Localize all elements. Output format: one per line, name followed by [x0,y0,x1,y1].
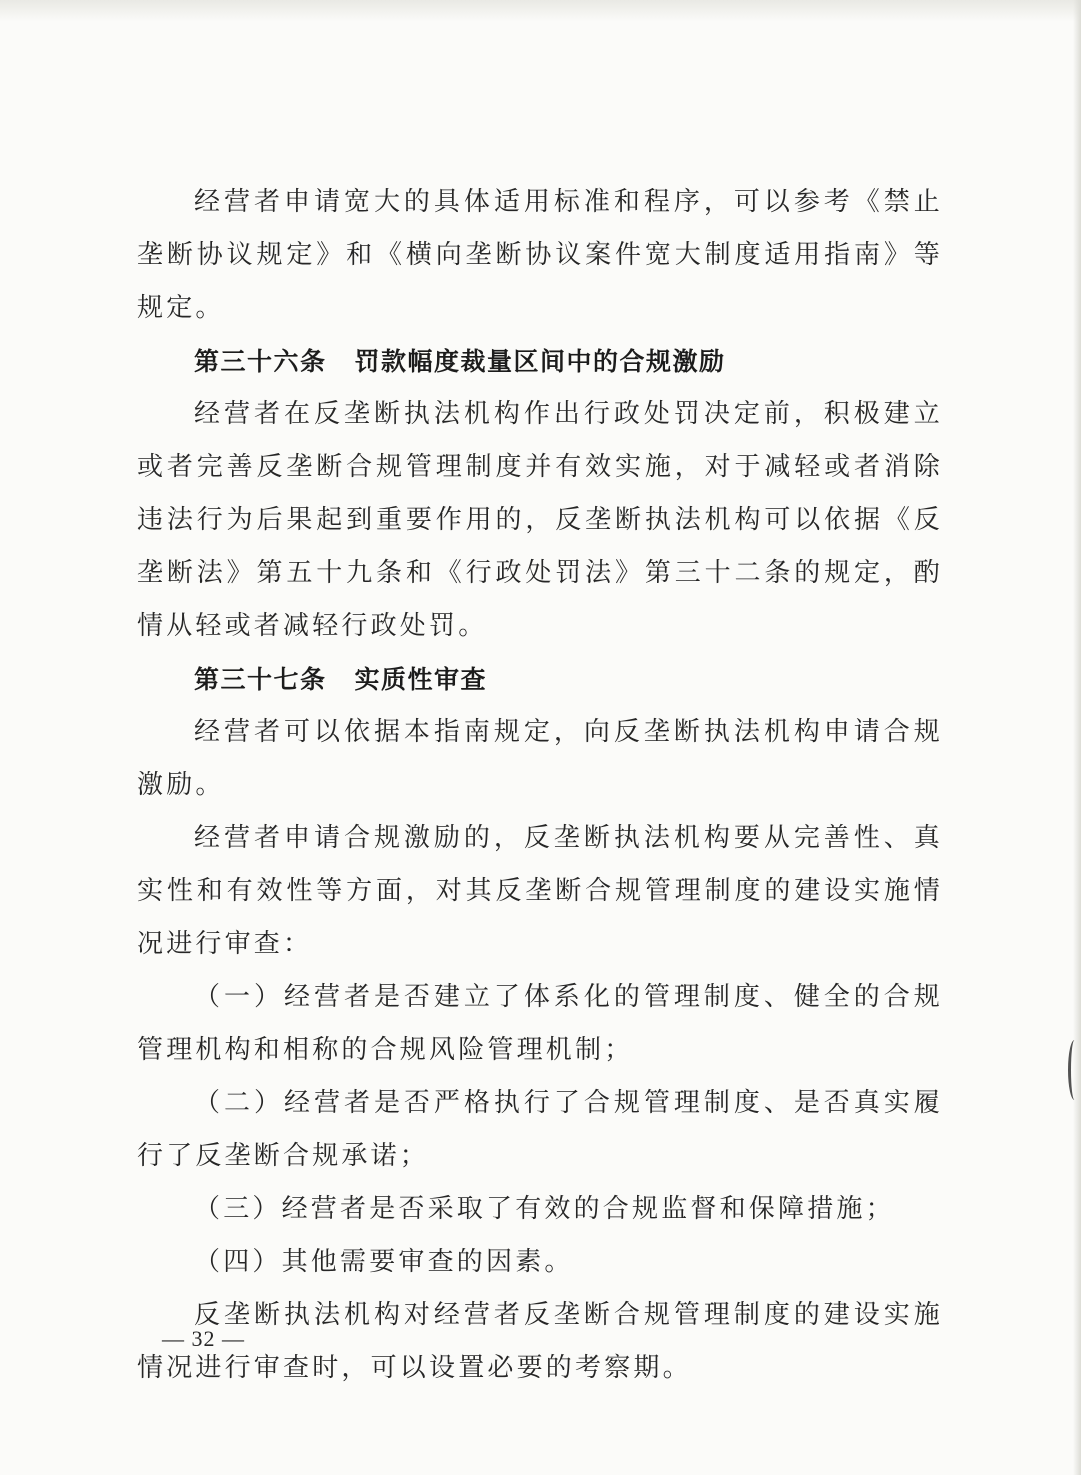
list-item-2: （二）经营者是否严格执行了合规管理制度、是否真实履行了反垄断合规承诺； [137,1088,943,1171]
paragraph-article-37-apply: 经营者可以依据本指南规定，向反垄断执法机构申请合规激励。 [137,717,943,800]
article-title: 实质性审查 [354,665,488,694]
scan-shadow-top [0,0,1081,22]
binding-mark [1068,1040,1081,1100]
page-number: — 32 — [162,1326,245,1351]
article-number: 第三十六条 [194,347,327,376]
article-number: 第三十七条 [194,665,327,694]
paragraph-leniency-reference: 经营者申请宽大的具体适用标准和程序，可以参考《禁止垄断协议规定》和《横向垄断协议案件宽大制度适用指南》等规定。 [137,187,943,323]
paragraph-inspection-period: 反垄断执法机构对经营者反垄断合规管理制度的建设实施情况进行审查时，可以设置必要的考察期。 [137,1300,943,1383]
paragraph-article-36-body: 经营者在反垄断执法机构作出行政处罚决定前，积极建立或者完善反垄断合规管理制度并有效实施，对于减轻或者消除违法行为后果起到重要作用的，反垄断执法机构可以依据《反垄断法》第五十九条和《行政处罚法》第三十二条的规定，酌情从轻或者减轻行政处罚。 [137,399,943,641]
article-title: 罚款幅度裁量区间中的合规激励 [354,347,726,376]
list-item-1: （一）经营者是否建立了体系化的管理制度、健全的合规管理机构和相称的合规风险管理机制； [137,982,943,1065]
article-36-heading [137,335,943,388]
list-item-4: （四）其他需要审查的因素。 [194,1247,574,1277]
article-37-heading [137,653,943,706]
list-item-3: （三）经营者是否采取了有效的合规监督和保障措施； [194,1194,895,1224]
document-body [137,176,943,1395]
paragraph-article-37-review: 经营者申请合规激励的，反垄断执法机构要从完善性、真实性和有效性等方面，对其反垄断合规管理制度的建设实施情况进行审查： [137,823,943,959]
scan-shadow-right [1073,0,1081,1475]
